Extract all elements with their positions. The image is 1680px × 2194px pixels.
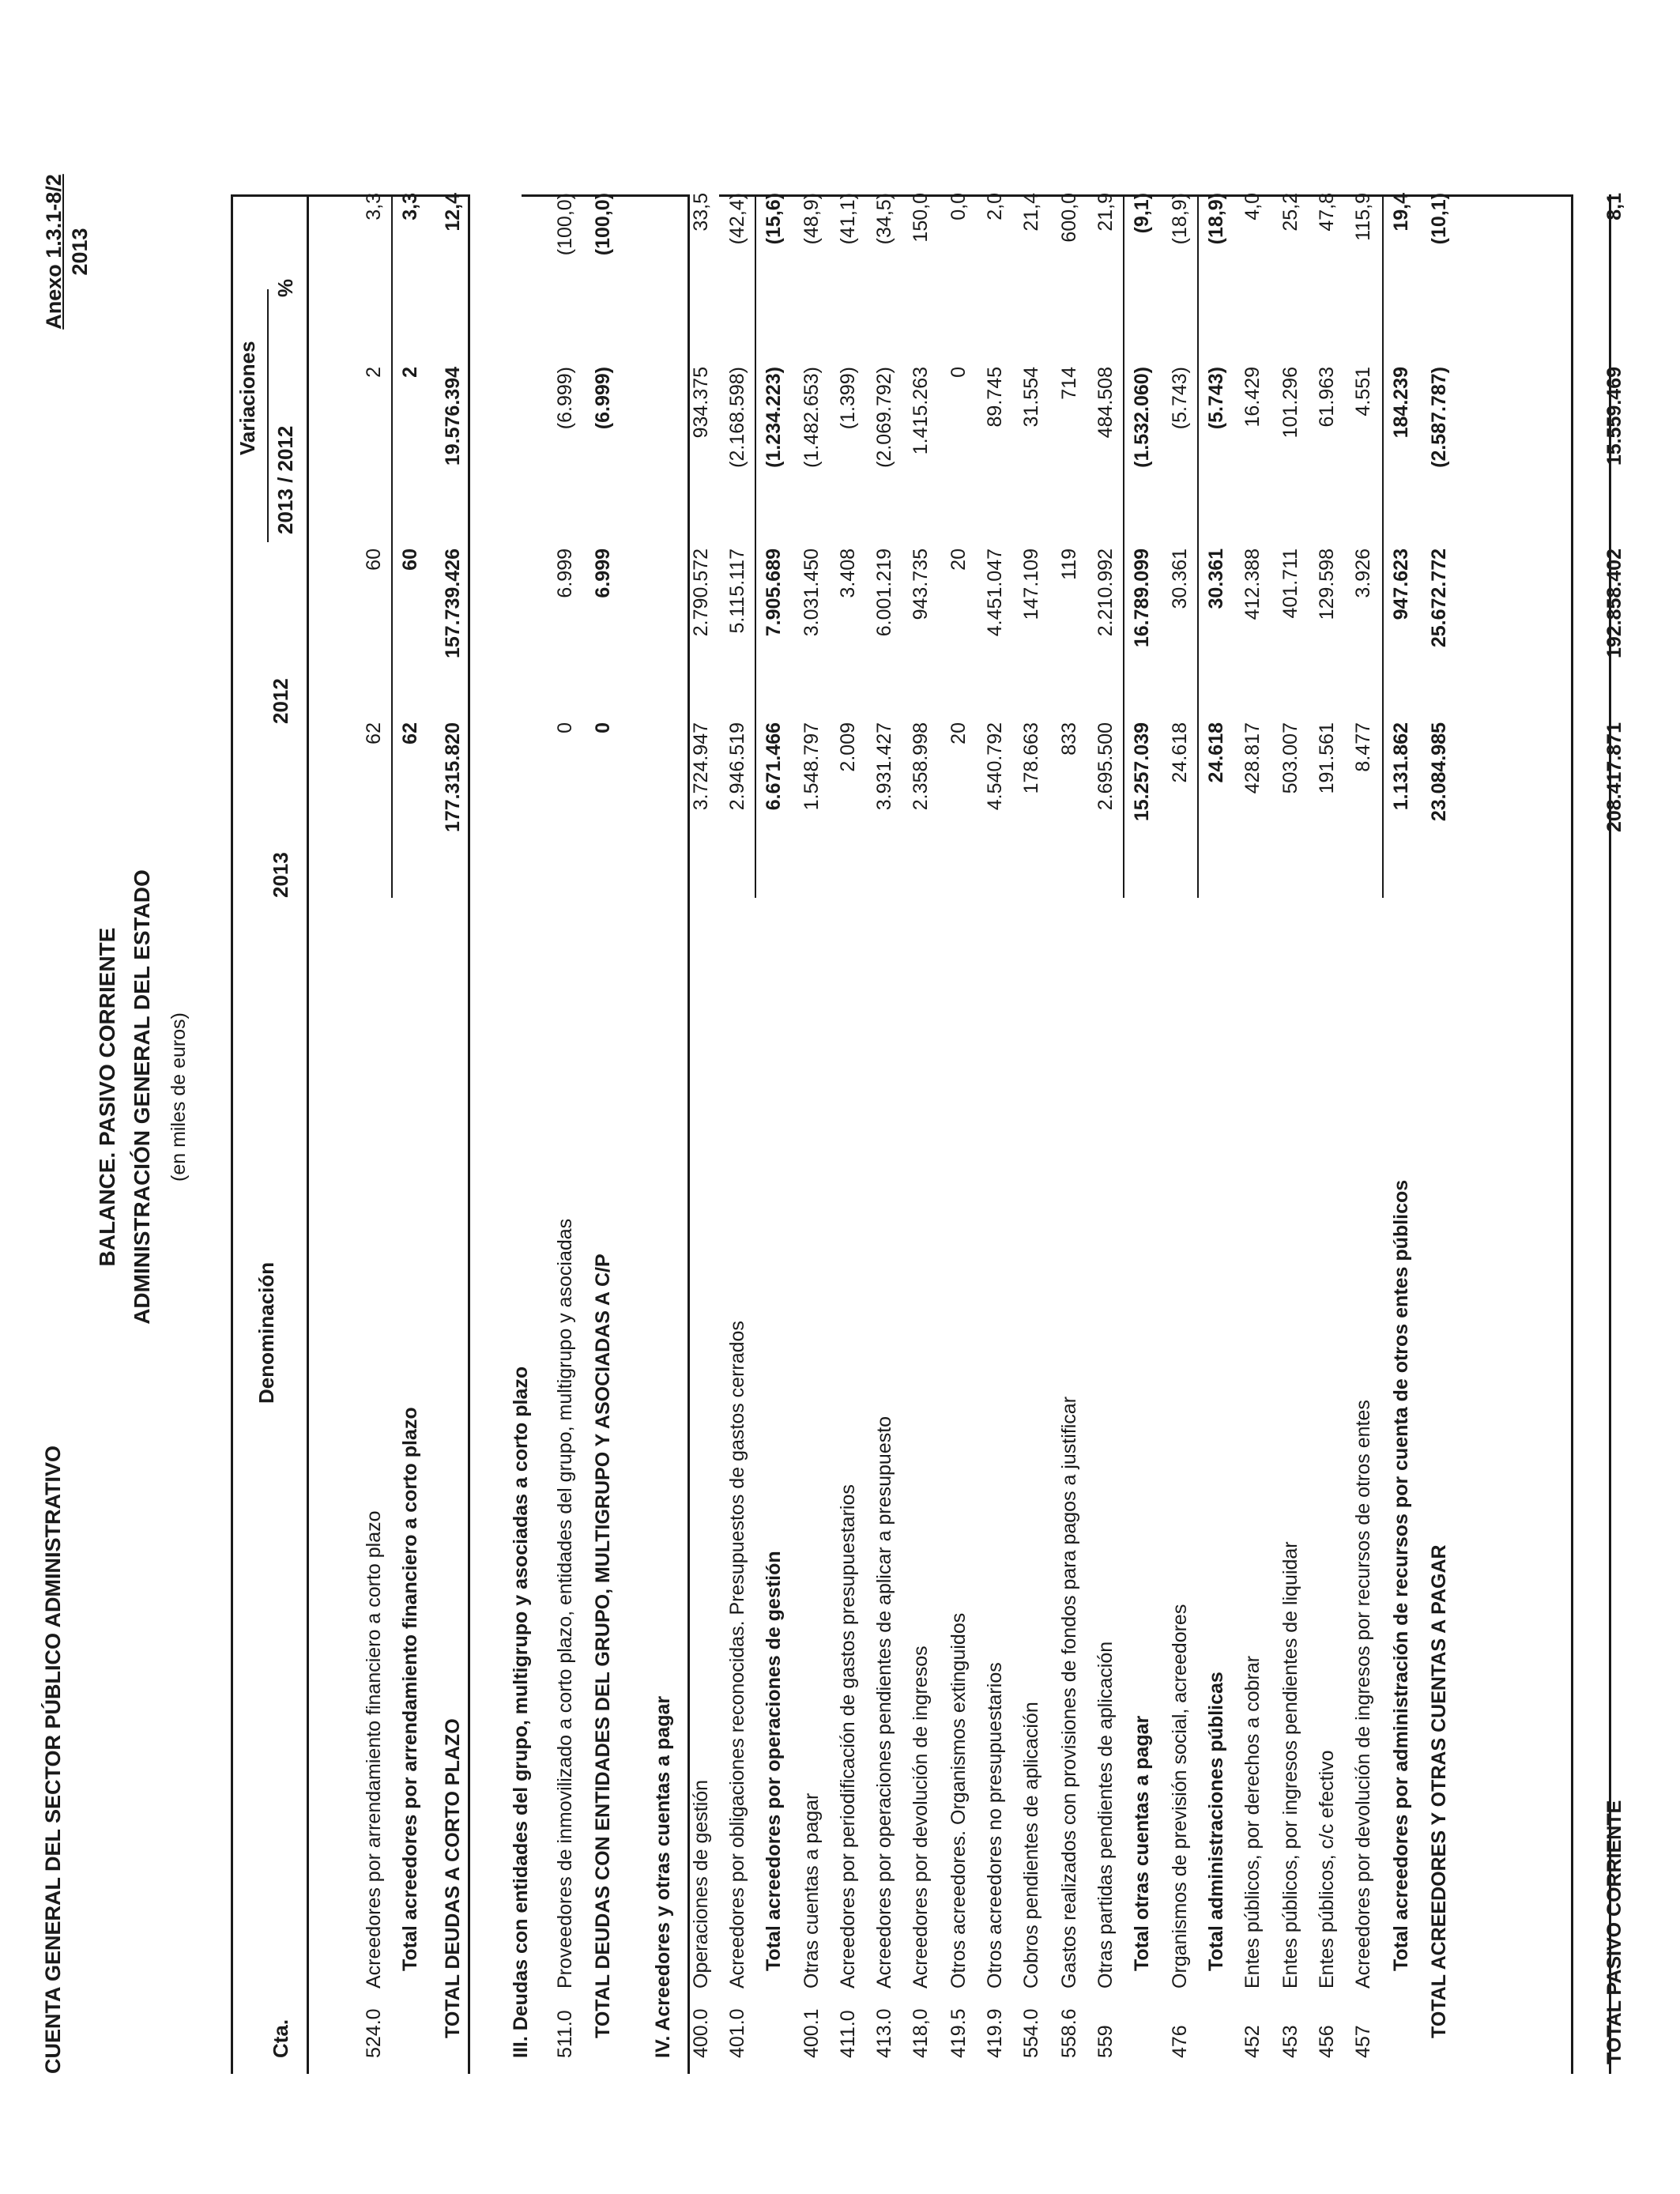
column-variation-pct: % [273, 278, 297, 297]
percent-cell: 3,3 [363, 193, 385, 221]
table-row [866, 194, 902, 2074]
value-2013-cell: 2.946.519 [726, 722, 748, 811]
value-2012-cell: 30.361 [1169, 548, 1191, 609]
label-cell: Total otras cuentas a pagar [1131, 1715, 1153, 1971]
account-cell: 413.0 [873, 2008, 895, 2058]
account-cell: 524.0 [363, 2008, 385, 2058]
variation-cell: (5.743) [1205, 367, 1227, 430]
value-2013-cell: 1.548.797 [800, 722, 823, 811]
variation-cell: 184.239 [1390, 367, 1412, 439]
table-row [830, 194, 866, 2074]
label-cell: Total acreedores por arrendamiento financiero a corto plazo [399, 1407, 421, 1971]
label-cell: Entes públicos, c/c efectivo [1316, 1750, 1338, 1989]
value-2013-cell: 3.724.947 [690, 722, 712, 811]
value-2012-cell: 412.388 [1241, 548, 1264, 620]
value-2013-cell: 24.618 [1205, 722, 1227, 783]
value-2013-cell: 428.817 [1241, 722, 1264, 794]
section-heading-row [503, 194, 539, 2074]
value-2012-cell: 947.623 [1390, 548, 1412, 620]
account-cell: 453 [1279, 2025, 1301, 2058]
column-2012: 2012 [269, 678, 292, 724]
column-denomination: Denominación [254, 1261, 278, 1404]
percent-cell: 47,8 [1316, 193, 1338, 232]
label-cell: Acreedores por obligaciones reconocidas. Presupuestos de gastos cerrados [726, 1321, 748, 1989]
table-row [977, 194, 1013, 2074]
percent-cell: 150,0 [910, 193, 932, 243]
value-2013-cell: 0 [592, 722, 614, 733]
account-cell: 400.0 [690, 2008, 712, 2058]
percent-cell: 19,4 [1390, 193, 1412, 232]
percent-cell: 0,0 [947, 193, 970, 221]
table-row [683, 194, 719, 2074]
variation-cell: 714 [1058, 367, 1080, 400]
value-2013-cell: 1.131.862 [1390, 722, 1412, 811]
value-2013-cell: 15.257.039 [1131, 722, 1153, 822]
account-cell: 457 [1352, 2025, 1374, 2058]
table-row [1272, 194, 1309, 2074]
table-row [719, 194, 755, 2074]
value-2012-cell: 20 [947, 548, 970, 571]
value-2013-cell: 6.671.466 [763, 722, 785, 811]
variation-cell: (2.069.792) [873, 367, 895, 468]
total-row [1421, 194, 1457, 2074]
table-row [1234, 194, 1271, 2074]
percent-cell: 2,0 [984, 193, 1006, 221]
table-row [1309, 194, 1345, 2074]
variation-cell: (6.999) [592, 367, 614, 430]
total-row [585, 194, 621, 2074]
variation-cell: 4.551 [1352, 367, 1374, 417]
value-2012-cell: 3.408 [837, 548, 859, 598]
value-2013-cell: 24.618 [1169, 722, 1191, 783]
variation-cell: 484.508 [1094, 367, 1117, 439]
value-2012-cell: 16.789.099 [1131, 548, 1153, 648]
value-2013-cell: 2.009 [837, 722, 859, 772]
value-2013-cell: 178.663 [1020, 722, 1042, 794]
label-cell: Otros acreedores no presupuestarios [984, 1662, 1006, 1989]
table-row [1162, 194, 1198, 2074]
account-cell: 559 [1094, 2025, 1117, 2058]
section-heading-row [645, 194, 681, 2074]
label-cell: Total acreedores por administración de recursos por cuenta de otros entes públicos [1390, 1179, 1412, 1971]
value-2013-cell: 833 [1058, 722, 1080, 756]
variations-rule [267, 289, 269, 542]
value-2012-cell: 3.031.450 [800, 548, 823, 637]
label-cell: IV. Acreedores y otras cuentas a pagar [652, 1695, 674, 2058]
percent-cell: 3,3 [399, 193, 421, 221]
label-cell: Entes públicos, por derechos a cobrar [1241, 1655, 1264, 1989]
table-header-rule [307, 194, 309, 2074]
percent-cell: (42,4) [726, 193, 748, 245]
percent-cell: (18,9) [1169, 193, 1191, 245]
value-2013-cell: 177.315.820 [442, 722, 464, 833]
account-cell: 419.9 [984, 2008, 1006, 2058]
account-cell: 452 [1241, 2025, 1264, 2058]
label-cell: Otras partidas pendientes de aplicación [1094, 1641, 1117, 1989]
entity-title: ADMINISTRACIÓN GENERAL DEL ESTADO [130, 869, 154, 1325]
value-2013-cell: 208.417.871 [1603, 722, 1625, 833]
subtotal-rule [755, 194, 756, 898]
total-row [1383, 194, 1419, 2074]
variation-cell: (1.532.060) [1131, 367, 1153, 468]
value-2013-cell: 62 [399, 722, 421, 745]
account-cell: 456 [1316, 2025, 1338, 2058]
percent-cell: (34,5) [873, 193, 895, 245]
variation-cell: 61.963 [1316, 367, 1338, 428]
value-2012-cell: 6.999 [554, 548, 576, 598]
label-cell: Acreedores por devolución de ingresos por recursos de otros entes [1352, 1400, 1374, 1989]
label-cell: Otros acreedores. Organismos extinguidos [947, 1612, 970, 1989]
value-2012-cell: 30.361 [1205, 548, 1227, 609]
label-cell: Acreedores por periodificación de gastos presupuestarios [837, 1484, 859, 1989]
percent-cell: 8,1 [1603, 193, 1625, 221]
table-row [940, 194, 977, 2074]
label-cell: Acreedores por operaciones pendientes de aplicar a presupuesto [873, 1416, 895, 1989]
label-cell: Acreedores por arrendamiento financiero a corto plazo [363, 1510, 385, 1989]
label-cell: III. Deudas con entidades del grupo, multigrupo y asociadas a corto plazo [510, 1366, 532, 2058]
value-2012-cell: 3.926 [1352, 548, 1374, 598]
value-2013-cell: 191.561 [1316, 722, 1338, 794]
account-cell: 419.5 [947, 2008, 970, 2058]
value-2013-cell: 2.695.500 [1094, 722, 1117, 811]
column-account: Cta. [269, 2019, 292, 2058]
total-row [392, 194, 428, 2074]
label-cell: Organismos de previsión social, acreedores [1169, 1604, 1191, 1989]
percent-cell: (18,9) [1205, 193, 1227, 245]
table-row [1051, 194, 1087, 2074]
account-cell: 511.0 [554, 2010, 576, 2058]
total-row [1198, 194, 1234, 2074]
section-rule-3 [1571, 194, 1573, 2074]
value-2012-cell: 4.451.047 [984, 548, 1006, 637]
label-cell: TOTAL PASIVO CORRIENTE [1603, 1800, 1625, 2064]
value-2013-cell: 20 [947, 722, 970, 745]
variation-cell: 15.559.469 [1603, 367, 1625, 466]
value-2012-cell: 60 [363, 548, 385, 571]
label-cell: TOTAL ACREEDORES Y OTRAS CUENTAS A PAGAR [1428, 1544, 1450, 2038]
variation-cell: (1.234.223) [763, 367, 785, 468]
label-cell: Acreedores por devolución de ingresos [910, 1646, 932, 1989]
percent-cell: (100,0) [554, 193, 576, 256]
value-2012-cell: 147.109 [1020, 548, 1042, 620]
variation-cell: (2.587.787) [1428, 367, 1450, 468]
value-2013-cell: 8.477 [1352, 722, 1374, 772]
value-2012-cell: 192.858.402 [1603, 548, 1625, 659]
value-2012-cell: 157.739.426 [442, 548, 464, 659]
column-2013: 2013 [269, 852, 292, 898]
percent-cell: 21,4 [1020, 193, 1042, 232]
account-cell: 476 [1169, 2025, 1191, 2058]
value-2012-cell: 2.210.992 [1094, 548, 1117, 637]
label-cell: Entes públicos, por ingresos pendientes de liquidar [1279, 1541, 1301, 1989]
variation-cell: (2.168.598) [726, 367, 748, 468]
value-2012-cell: 2.790.572 [690, 548, 712, 637]
subtotal-rule [1197, 194, 1199, 898]
variation-cell: 16.429 [1241, 367, 1264, 428]
value-2012-cell: 119 [1058, 548, 1080, 580]
variation-cell: 2 [363, 367, 385, 378]
total-row [1596, 194, 1633, 2074]
percent-cell: (15,6) [763, 193, 785, 245]
value-2012-cell: 943.735 [910, 548, 932, 620]
percent-cell: 33,5 [690, 193, 712, 232]
variation-cell: 1.415.263 [910, 367, 932, 455]
label-cell: Otras cuentas a pagar [800, 1793, 823, 1989]
total-row [435, 194, 471, 2074]
annex-year: 2013 [68, 228, 92, 276]
units-note: (en miles de euros) [168, 1012, 190, 1182]
value-2013-cell: 0 [554, 722, 576, 733]
label-cell: Total administraciones públicas [1205, 1672, 1227, 1971]
variation-cell: 101.296 [1279, 367, 1301, 439]
value-2012-cell: 60 [399, 548, 421, 571]
account-cell: 558.6 [1058, 2008, 1080, 2058]
label-cell: Operaciones de gestión [690, 1779, 712, 1989]
percent-cell: (48,9) [800, 193, 823, 245]
variation-cell: 934.375 [690, 367, 712, 439]
total-row [755, 194, 792, 2074]
variation-cell: 31.554 [1020, 367, 1042, 428]
percent-cell: (9,1) [1131, 193, 1153, 234]
value-2012-cell: 5.115.117 [726, 548, 748, 634]
percent-cell: 600,0 [1058, 193, 1080, 243]
account-cell: 400.1 [800, 2008, 823, 2058]
label-cell: Cobros pendientes de aplicación [1020, 1702, 1042, 1989]
label-cell: Proveedores de inmovilizado a corto plazo, entidades del grupo, multigrupo y asociadas [554, 1218, 576, 1989]
percent-cell: 12,4 [442, 193, 464, 232]
percent-cell: 25,2 [1279, 193, 1301, 232]
annex-block [41, 167, 93, 337]
variation-cell: (5.743) [1169, 367, 1191, 430]
table-row [1087, 194, 1124, 2074]
percent-cell: 4,0 [1241, 193, 1264, 221]
value-2012-cell: 401.711 [1279, 548, 1301, 619]
value-2013-cell: 4.540.792 [984, 722, 1006, 811]
table-row [902, 194, 939, 2074]
value-2013-cell: 503.007 [1279, 722, 1301, 794]
percent-cell: (10,1) [1428, 193, 1450, 245]
variation-cell: 19.576.394 [442, 367, 464, 466]
column-variations: Variaciones [235, 341, 259, 455]
table-row [547, 194, 583, 2074]
subtotal-rule [1382, 194, 1384, 898]
table-top-rule [231, 194, 233, 2074]
subtotal-rule [1123, 194, 1124, 898]
value-2013-cell: 3.931.427 [873, 722, 895, 811]
subtotal-rule [391, 194, 393, 898]
value-2013-cell: 2.358.998 [910, 722, 932, 811]
value-2012-cell: 6.001.219 [873, 548, 895, 637]
annex-number: Anexo 1.3.1-8/2 [42, 174, 66, 330]
label-cell: TOTAL DEUDAS A CORTO PLAZO [442, 1718, 464, 2038]
account-cell: 411.0 [837, 2010, 859, 2058]
value-2012-cell: 7.905.689 [763, 548, 785, 637]
table-row [1013, 194, 1049, 2074]
column-variation-abs: 2013 / 2012 [273, 425, 297, 534]
account-cell: 418,0 [910, 2008, 932, 2058]
table-row [1345, 194, 1381, 2074]
percent-cell: (41,1) [837, 193, 859, 245]
report-title: BALANCE. PASIVO CORRIENTE [95, 927, 119, 1267]
value-2013-cell: 23.084.985 [1428, 722, 1450, 822]
total-row [1124, 194, 1160, 2074]
value-2012-cell: 129.598 [1316, 548, 1338, 620]
table-row [793, 194, 830, 2074]
document-heading: CUENTA GENERAL DEL SECTOR PÚBLICO ADMINISTRATIVO [41, 1445, 65, 2074]
table-right-rule [231, 194, 468, 197]
value-2012-cell: 6.999 [592, 548, 614, 598]
value-2013-cell: 62 [363, 722, 385, 745]
variation-cell: 2 [399, 367, 421, 378]
variation-cell: (6.999) [554, 367, 576, 430]
variation-cell: (1.482.653) [800, 367, 823, 468]
label-cell: TOTAL DEUDAS CON ENTIDADES DEL GRUPO, MULTIGRUPO Y ASOCIADAS A C/P [592, 1253, 614, 2038]
value-2012-cell: 25.672.772 [1428, 548, 1450, 648]
variation-cell: 0 [947, 367, 970, 378]
percent-cell: (100,0) [592, 193, 614, 256]
account-cell: 401.0 [726, 2008, 748, 2058]
percent-cell: 115,9 [1352, 193, 1374, 241]
percent-cell: 21,9 [1094, 193, 1117, 232]
variation-cell: (1.399) [837, 367, 859, 430]
table-row [356, 194, 392, 2074]
label-cell: Gastos realizados con provisiones de fondos para pagos a justificar [1058, 1396, 1080, 1989]
account-cell: 554.0 [1020, 2008, 1042, 2058]
label-cell: Total acreedores por operaciones de gestión [763, 1551, 785, 1971]
variation-cell: 89.745 [984, 367, 1006, 428]
